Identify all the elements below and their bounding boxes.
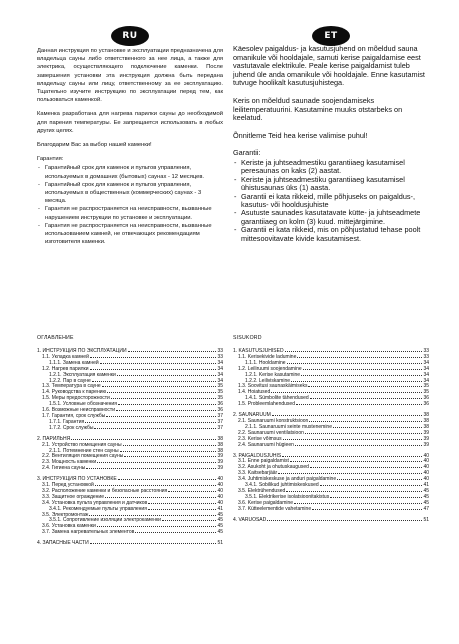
toc-entry-title: 1.4. Hoiatused — [238, 389, 271, 396]
et-warranty-heading: Garantii: — [233, 148, 261, 158]
ru-paragraph: Данная инструкция по установке и эксплуатации предназначена для владельца сауны либо ответственного за нее лица, а также для электрика, осуществляющего подключение каменки. После завершения установки эта инструкция должна быть передана владельцу сауны или лицу, ответственному за ее эксплуатацию. Тщательно изучите инструкцию по эксплуатации перед тем, как пользоваться каменкой. — [37, 48, 223, 104]
toc-entry-title: 1.2.1. Эксплуатация каменки — [49, 371, 116, 378]
toc-page-number: 45 — [423, 487, 429, 494]
toc-page-number: 37 — [217, 424, 223, 431]
toc-page-number: 36 — [423, 401, 429, 408]
toc-leader-dots — [105, 497, 216, 498]
toc-page-number: 45 — [217, 511, 223, 518]
toc-leader-dots — [285, 351, 423, 352]
toc-leader-dots — [111, 398, 217, 399]
toc-leader-dots — [272, 415, 423, 416]
toc-entry-title: 3.5. Elektrühendused — [238, 487, 286, 494]
list-item: - Гарантия не распространяется на неисправности, вызванные использованием камней, не отвечающих рекомендациям изготовителя каменки. — [37, 222, 223, 247]
list-item: - Garantii ei kata rikkeid, mis on põhjustatud tehase poolt mittesoovitavate kivide kasutamisest. — [233, 226, 429, 243]
toc-leader-dots — [71, 439, 216, 440]
toc-entry-title: 2.1.1. Потемнение стен сауны — [49, 447, 119, 454]
toc-page-number: 40 — [423, 470, 429, 477]
toc-entry-title: 2.2. Saunaruumi ventilatsioon — [238, 429, 304, 436]
toc-leader-dots — [85, 422, 216, 423]
toc-entry-title: 3.7. Замена нагревательных элементов — [42, 529, 135, 536]
toc-leader-dots — [94, 428, 216, 429]
list-item: - Keriste ja juhtseadmestiku garantiiaeg kasutamisel peresaunas on kaks (2) aastat. — [233, 159, 429, 176]
language-badge-ru — [111, 26, 149, 46]
toc-entry-title: 3. PAIGALDUSJUHIS — [233, 452, 282, 459]
toc-page-number: 36 — [217, 407, 223, 414]
toc-page-number: 33 — [217, 348, 223, 354]
toc-leader-dots — [301, 375, 422, 376]
toc-page-number: 35 — [217, 383, 223, 390]
toc-leader-dots — [97, 526, 217, 527]
toc-leader-dots — [295, 445, 423, 446]
toc-leader-dots — [95, 485, 217, 486]
toc-leader-dots — [118, 479, 217, 480]
toc-entry-title: 1.2. Нагрев парилки — [42, 365, 89, 372]
toc-page-number: 40 — [217, 499, 223, 506]
toc-entry-title: 1.7.2. Срок службы — [49, 424, 94, 431]
toc-leader-dots — [116, 410, 216, 411]
et-paragraph: Õnnitleme Teid hea kerise valimise puhul! — [233, 130, 368, 140]
toc-entry-title: 3.7. Kütteelementide vahetamine — [238, 505, 312, 512]
toc-entry-title: 1.2.2. Leiliviskamine — [245, 377, 291, 384]
et-toc — [233, 335, 429, 523]
toc-leader-dots — [86, 468, 216, 469]
toc-leader-dots — [267, 520, 422, 521]
toc-entry-title: 1.1.1. Hooldamine — [245, 359, 286, 366]
toc-entry-title: 1.5.1. Условные обозначения — [49, 401, 117, 408]
toc-leader-dots — [92, 381, 217, 382]
toc-page-number: 45 — [423, 493, 429, 500]
toc-page-number: 40 — [217, 482, 223, 489]
toc-entry-title: 1.2.2. Пар в сауне — [49, 377, 91, 384]
toc-page-number: 40 — [423, 476, 429, 483]
toc-page-number: 38 — [423, 417, 429, 424]
toc-page-number: 38 — [217, 447, 223, 454]
toc-page-number: 34 — [217, 377, 223, 384]
toc-leader-dots — [337, 479, 422, 480]
et-paragraph: Keris on mõeldud saunade soojendamiseks leilitemperatuurini. Kasutamine muuks otstarbeks on keelatud. — [233, 95, 403, 123]
toc-leader-dots — [291, 381, 422, 382]
toc-page-number: 47 — [423, 505, 429, 512]
toc-leader-dots — [168, 491, 216, 492]
list-item: - Гарантийный срок для каменок и пультов управления, используемых в общественных (коммерческих) саунах - 3 месяца. — [37, 181, 223, 206]
toc-page-number: 51 — [217, 540, 223, 547]
ru-warranty-list — [37, 164, 223, 246]
toc-leader-dots — [287, 363, 423, 364]
toc-entry-title: 3.1. Перед установкой — [42, 482, 94, 489]
toc-leader-dots — [124, 456, 216, 457]
et-intro — [233, 45, 429, 243]
ru-paragraph: Каменка разработана для нагрева парилки сауны до необходимой для парения температуры. Ее запрещается использовать в любых других целях. — [37, 111, 223, 134]
toc-page-number: 39 — [423, 429, 429, 436]
toc-entry-title: 4. ЗАПАСНЫЕ ЧАСТИ — [37, 540, 89, 547]
toc-leader-dots — [296, 404, 422, 405]
toc-entry-title: 1.4. Руководства к парению — [42, 389, 107, 396]
toc-page-number: 34 — [217, 371, 223, 378]
badge-label: ET — [324, 31, 338, 41]
toc-page-number: 40 — [423, 464, 429, 471]
ru-toc — [37, 335, 223, 547]
toc-page-number: 41 — [423, 482, 429, 489]
toc-page-number: 33 — [423, 353, 429, 360]
toc-entry-title: 1.6. Возможные неисправности — [42, 407, 115, 414]
toc-page-number: 51 — [423, 516, 429, 523]
toc-leader-dots — [128, 351, 217, 352]
toc-page-number: 40 — [217, 476, 223, 483]
toc-leader-dots — [309, 421, 422, 422]
toc-page-number: 41 — [217, 505, 223, 512]
toc-page-number: 45 — [423, 499, 429, 506]
toc-leader-dots — [310, 398, 423, 399]
toc-page-number: 45 — [217, 529, 223, 536]
toc-leader-dots — [90, 543, 217, 544]
list-item: - Keriste ja juhtseadmestiku garantiiaeg kasutamisel ühistusaunas üks (1) aasta. — [233, 176, 429, 193]
badge-label: RU — [122, 31, 138, 41]
list-item: - Гарантийный срок для каменок и пультов управления, используемых в домашних (бытовых) саунах - 12 месяцев. — [37, 164, 223, 180]
toc-list — [233, 349, 429, 523]
toc-entry-title: 3. ИНСТРУКЦИЯ ПО УСТАНОВКЕ — [37, 476, 117, 483]
toc-leader-dots — [310, 467, 423, 468]
toc-entry-title: 1.5. Probleemlahendused — [238, 401, 295, 408]
toc-leader-dots — [282, 456, 422, 457]
toc-entry-title: 1.1.1. Замена камней — [49, 359, 99, 366]
toc-entry-title: 2.2. Вентиляция помещения сауны — [42, 453, 124, 460]
toc-entry-title: 4. VARUOSAD — [233, 516, 267, 523]
toc-title: SISUKORD — [233, 335, 262, 341]
list-item: - Гарантия не распространяется на неисправности, вызванные нарушением инструкции по установке и эксплуатации. — [37, 205, 223, 221]
toc-entry-title: 3.5.1. Elektrikerise isolatsioonitakistus — [245, 493, 330, 500]
toc-page-number: 34 — [423, 365, 429, 372]
toc-page-number: 40 — [217, 493, 223, 500]
toc-leader-dots — [283, 439, 423, 440]
toc-leader-dots — [294, 503, 422, 504]
toc-leader-dots — [100, 363, 217, 364]
toc-leader-dots — [297, 357, 422, 358]
toc-page-number: 36 — [217, 401, 223, 408]
toc-entry-title: 2.1. Saunaruumi konstruktsioon — [238, 417, 309, 424]
toc-page-number: 38 — [217, 435, 223, 442]
toc-leader-dots — [271, 392, 422, 393]
et-warranty-list — [233, 159, 429, 243]
toc-entry-title: 3.2. Asukoht ja ohutuskaugused — [238, 464, 309, 471]
toc-entry-title: 2. ПАРИЛЬНЯ — [37, 435, 71, 442]
toc-entry-title: 3.2. Расположение каменки и безопасные расстояния — [42, 487, 168, 494]
toc-leader-dots — [148, 509, 217, 510]
toc-leader-dots — [305, 433, 423, 434]
toc-entry-title: 3.6. Kerise paigaldamine — [238, 499, 294, 506]
toc-page-number: 34 — [217, 359, 223, 366]
toc-list — [37, 349, 223, 547]
toc-page-number: 34 — [423, 371, 429, 378]
toc-leader-dots — [148, 503, 216, 504]
toc-page-number: 45 — [217, 523, 223, 530]
toc-page-number: 39 — [217, 459, 223, 466]
toc-entry-title: 1.4.1. Sümbolite tähendused — [245, 395, 309, 402]
toc-entry-title: 3.3. Kaitsebarjäär — [238, 470, 278, 477]
toc-leader-dots — [312, 509, 422, 510]
toc-entry-title: 1.3. Soovitusi saunaskäimiseks — [238, 383, 308, 390]
toc-entry-title: 3.1. Enne paigaldamist — [238, 458, 289, 465]
toc-page-number: 38 — [217, 441, 223, 448]
toc-entry-title: 1.2.1. Kerise kasutamine — [245, 371, 301, 378]
toc-leader-dots — [106, 416, 216, 417]
toc-page-number: 36 — [423, 395, 429, 402]
ru-intro — [37, 47, 223, 246]
toc-entry-title: 3.4. Установка пульта управления и датчиков — [42, 499, 148, 506]
toc-entry-title: 2.3. Kerise võimsus — [238, 435, 282, 442]
toc-leader-dots — [97, 462, 216, 463]
toc-leader-dots — [118, 404, 217, 405]
toc-leader-dots — [320, 485, 423, 486]
toc-entry-title: 3.3. Защитное ограждение — [42, 493, 104, 500]
toc-page-number: 40 — [423, 452, 429, 459]
toc-entry-title: 2.3. Мощность каменки — [42, 459, 97, 466]
toc-leader-dots — [333, 427, 422, 428]
toc-page-number: 35 — [423, 389, 429, 396]
list-item: - Garantii ei kata rikkeid, mille põhjuseks on paigaldus-, kasutus- või hooldusjuhiste — [233, 193, 429, 210]
toc-entry-title: 3.6. Установка каменки — [42, 523, 96, 530]
toc-leader-dots — [278, 473, 422, 474]
toc-page-number: 34 — [423, 359, 429, 366]
toc-title: ОГЛАВЛЕНИЕ — [37, 335, 74, 341]
toc-entry-title: 3.5. Электромонтаж — [42, 511, 89, 518]
et-paragraph: Käesolev paigaldus- ja kasutusjuhend on mõeldud sauna omanikule või hooldajale, samuti kerise paigaldamise eest vastutavale elektrikule. Peale kerise paigaldamist tuleb juhend üle anda omanikule või hooldajale. Enne kasutamist tutvuge hoolikalt kasutusjuhistega. — [233, 44, 425, 88]
toc-leader-dots — [117, 375, 217, 376]
toc-page-number: 35 — [423, 383, 429, 390]
toc-page-number: 38 — [423, 412, 429, 419]
toc-entry-title: 1.3. Температура в сауне — [42, 383, 101, 390]
toc-leader-dots — [90, 369, 217, 370]
toc-leader-dots — [303, 369, 423, 370]
toc-entry-title: 2.4. Гигиена сауны — [42, 465, 86, 472]
toc-leader-dots — [308, 386, 422, 387]
ru-paragraph: Благодарим Вас за выбор нашей каменки! — [37, 142, 152, 149]
toc-page-number: 39 — [217, 453, 223, 460]
toc-entry-title: 3.5.1. Сопротивление изоляции электрокаменки — [49, 517, 161, 524]
toc-page-number: 39 — [423, 435, 429, 442]
toc-entry-title: 3.4. Juhtimiskeskuse ja anduri paigaldamine — [238, 476, 337, 483]
toc-entry-title: 2.4. Saunaruumi hügieen — [238, 441, 294, 448]
toc-leader-dots — [90, 357, 217, 358]
toc-leader-dots — [123, 445, 217, 446]
toc-page-number: 38 — [423, 423, 429, 430]
toc-entry-title: 3.4.1. Рекомендуемые пульты управления — [49, 505, 147, 512]
toc-page-number: 45 — [217, 517, 223, 524]
toc-page-number: 35 — [217, 395, 223, 402]
toc-entry-title: 1.2. Leiliruumi soojendamine — [238, 365, 302, 372]
toc-entry-title: 1.1. Kerisekivide ladumine — [238, 353, 297, 360]
toc-page-number: 40 — [217, 487, 223, 494]
toc-leader-dots — [162, 520, 217, 521]
toc-page-number: 39 — [217, 465, 223, 472]
toc-page-number: 34 — [423, 377, 429, 384]
toc-page-number: 39 — [423, 441, 429, 448]
toc-leader-dots — [120, 451, 217, 452]
toc-page-number: 35 — [217, 389, 223, 396]
toc-entry[interactable] — [37, 541, 223, 547]
toc-leader-dots — [102, 386, 217, 387]
language-badge-et — [312, 26, 350, 46]
toc-entry-title: 1.1. Укладка камней — [42, 353, 89, 360]
toc-entry-title: 3.4.1. Sobilikud juhtimiskeskused — [245, 482, 319, 489]
toc-leader-dots — [135, 532, 216, 533]
toc-leader-dots — [89, 515, 216, 516]
toc-page-number: 37 — [217, 412, 223, 419]
toc-leader-dots — [286, 491, 422, 492]
toc-leader-dots — [330, 497, 422, 498]
toc-entry-title: 1.7.1. Гарантия — [49, 418, 85, 425]
toc-entry-title: 1. ИНСТРУКЦИЯ ПО ЭКСПЛУАТАЦИИ — [37, 348, 127, 354]
toc-page-number: 37 — [217, 418, 223, 425]
toc-entry-title: 1. KASUTUSJUHISED — [233, 348, 284, 354]
toc-entry-title: 1.7. Гарантия, срок службы — [42, 412, 106, 419]
toc-page-number: 33 — [217, 353, 223, 360]
toc-page-number: 40 — [423, 458, 429, 465]
toc-entry[interactable] — [233, 518, 429, 524]
toc-entry-title: 2.1. Устройство помещения сауны — [42, 441, 122, 448]
toc-entry-title: 2.1.1. Saunaruumi seinte mustenemine — [245, 423, 332, 430]
toc-entry-title: 1.5. Меры предосторожности — [42, 395, 110, 402]
toc-page-number: 33 — [423, 348, 429, 354]
toc-entry-title: 2. SAUNARUUM — [233, 412, 271, 419]
ru-warranty-heading: Гарантия: — [37, 156, 64, 163]
list-item: - Asutuste saunades kasutatavate kütte- ja juhtseadmete garantiiaeg on kolm (3) kuud. mittejärgimine. — [233, 209, 429, 226]
toc-leader-dots — [290, 461, 423, 462]
toc-leader-dots — [107, 392, 216, 393]
toc-page-number: 34 — [217, 365, 223, 372]
